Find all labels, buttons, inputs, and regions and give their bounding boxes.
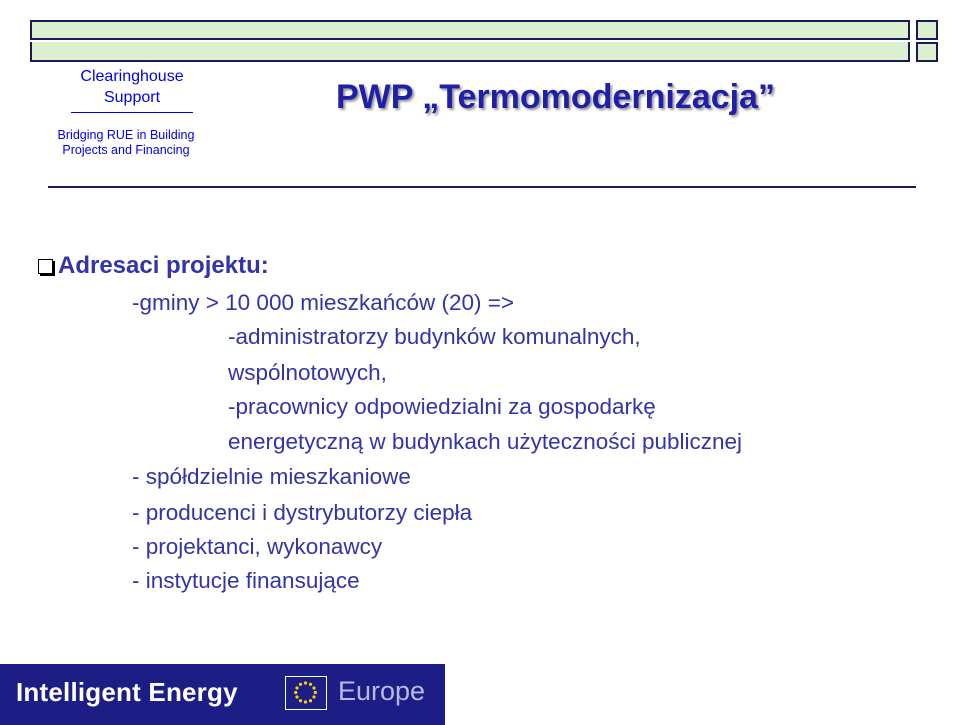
- brand-underline: [71, 112, 193, 113]
- top-bar-upper: [30, 20, 910, 40]
- section-heading-text: Adresaci projektu:: [58, 252, 269, 279]
- list-item: - spółdzielnie mieszkaniowe: [132, 464, 411, 489]
- list-item: energetyczną w budynkach użyteczności publicznej: [228, 429, 743, 454]
- footer-region-name: Europe: [338, 676, 426, 706]
- brand-name-line2: Support: [103, 89, 161, 106]
- corner-box-top: [916, 20, 938, 40]
- list-item: wspólnotowych,: [228, 360, 387, 385]
- list-item: -administratorzy budynków komunalnych,: [228, 324, 641, 349]
- footer-program-name: Intelligent Energy: [16, 677, 238, 707]
- corner-box-bottom: [916, 42, 938, 62]
- brand-logo: [58, 66, 206, 113]
- checkbox-bullet-icon: [38, 259, 53, 274]
- brand-tagline-line2: Projects and Financing: [62, 143, 190, 157]
- list-item: - instytucje finansujące: [132, 568, 360, 593]
- list-item: -pracownicy odpowiedzialni za gospodarkę: [228, 394, 656, 419]
- list-item: -gminy > 10 000 mieszkańców (20) =>: [132, 290, 515, 315]
- brand-tagline-line1: Bridging RUE in Building: [57, 128, 195, 142]
- page-title: PWP „Termomodernizacja”: [336, 78, 775, 116]
- section-heading: [38, 252, 269, 280]
- brand-tagline: [46, 128, 206, 158]
- list-item: - producenci i dystrybutorzy ciepła: [132, 500, 473, 525]
- title-divider: [48, 186, 916, 188]
- brand-name-line1: Clearinghouse: [80, 68, 184, 85]
- top-bar-lower: [30, 42, 910, 62]
- list-item: - projektanci, wykonawcy: [132, 534, 383, 559]
- eu-flag-icon: [285, 676, 327, 710]
